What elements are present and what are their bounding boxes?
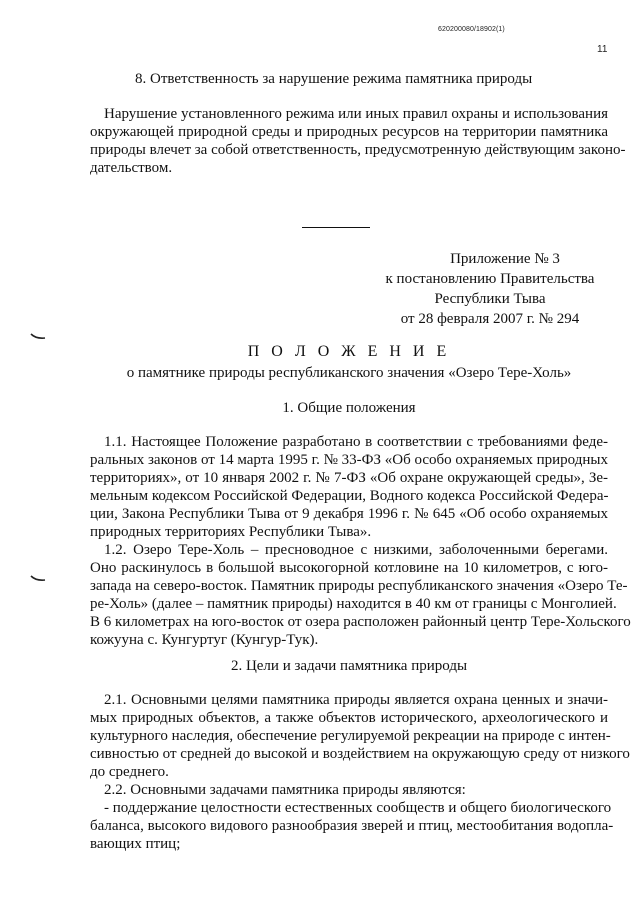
separator-line: [302, 227, 370, 228]
section-8-line-1: Нарушение установленного режима или иных правил охраны и использования: [104, 106, 608, 122]
section-2-title: 2. Цели и задачи памятника природы: [230, 658, 468, 674]
section-1-p2-line-4: ре-Холь» (далее – памятник природы) находится в 40 км от границы с Монголией.: [90, 596, 617, 612]
section-1-p1-line-6: природных территориях Республики Тыва».: [90, 524, 372, 540]
section-1-p2-line-2: Оно раскинулось в большой высокогорной котловине на 10 километров, с юго-: [90, 560, 608, 576]
appendix-line-3: Республики Тыва: [434, 291, 546, 307]
section-2-p1-line-4: сивностью от средней до высокой и воздействием на окружающую среду от низкого: [90, 746, 630, 762]
appendix-line-1: Приложение № 3: [450, 251, 560, 267]
section-1-p2-line-1: 1.2. Озеро Тере-Холь – пресноводное с низкими, заболоченными берегами.: [104, 542, 608, 558]
section-2-p3-line-2: баланса, высокого видового разнообразия зверей и птиц, местообитания водопла-: [90, 818, 614, 834]
section-8-line-2: окружающей природной среды и природных ресурсов на территории памятника: [90, 124, 608, 140]
section-1-p1-line-3: территориях», от 10 января 2002 г. № 7-ФЗ «Об охране окружающей среды», Зе-: [90, 470, 608, 486]
section-1-p2-line-5: В 6 километрах на юго-восток от озера расположен районный центр Тере-Хольского: [90, 614, 631, 630]
doc-id: 620200080/18902(1): [438, 26, 505, 33]
section-2-p1-line-3: культурного наследия, обеспечение регулируемой рекреации на природе с интен-: [90, 728, 611, 744]
section-2-p1-line-2: мых природных объектов, а также объектов исторического, археологического и: [90, 710, 608, 726]
appendix-line-2: к постановлению Правительства: [385, 271, 595, 287]
section-1-p2-line-3: запада на северо-восток. Памятник природы республиканского значения «Озеро Те-: [90, 578, 628, 594]
section-1-p2-line-6: кожууна с. Кунгуртуг (Кунгур-Тук).: [90, 632, 319, 648]
section-8-line-3: природы влечет за собой ответственность, предусмотренную действующим законо-: [90, 142, 626, 158]
section-2-p1-line-1: 2.1. Основными целями памятника природы является охрана ценных и значи-: [104, 692, 608, 708]
section-8-title: 8. Ответственность за нарушение режима памятника природы: [135, 71, 533, 87]
section-1-p1-line-4: мельным кодексом Российской Федерации, Водного кодекса Российской Федера-: [90, 488, 609, 504]
section-2-p3-line-3: вающих птиц;: [90, 836, 181, 852]
binder-mark-bottom: [30, 574, 46, 582]
section-2-p2-title: 2.2. Основными задачами памятника природы являются:: [104, 782, 466, 798]
section-1-p1-line-5: ции, Закона Республики Тыва от 9 декабря 1996 г. № 645 «Об особо охраняемых: [90, 506, 608, 522]
section-1-p1-line-1: 1.1. Настоящее Положение разработано в соответствии с требованиями феде-: [104, 434, 608, 450]
binder-mark-top: [30, 332, 46, 340]
appendix-line-4: от 28 февраля 2007 г. № 294: [400, 311, 580, 327]
section-2-p1-line-5: до среднего.: [90, 764, 169, 780]
page-number: 11: [597, 44, 608, 55]
section-1-title: 1. Общие положения: [282, 400, 416, 416]
section-2-p3-line-1: - поддержание целостности естественных сообществ и общего биологического: [104, 800, 612, 816]
regulation-title: П О Л О Ж Е Н И Е: [247, 343, 451, 360]
regulation-subtitle: о памятнике природы республиканского значения «Озеро Тере-Холь»: [126, 365, 572, 381]
section-8-line-4: дательством.: [90, 160, 173, 176]
section-1-p1-line-2: ральных законов от 14 марта 1995 г. № 33-ФЗ «Об особо охраняемых природных: [90, 452, 608, 468]
